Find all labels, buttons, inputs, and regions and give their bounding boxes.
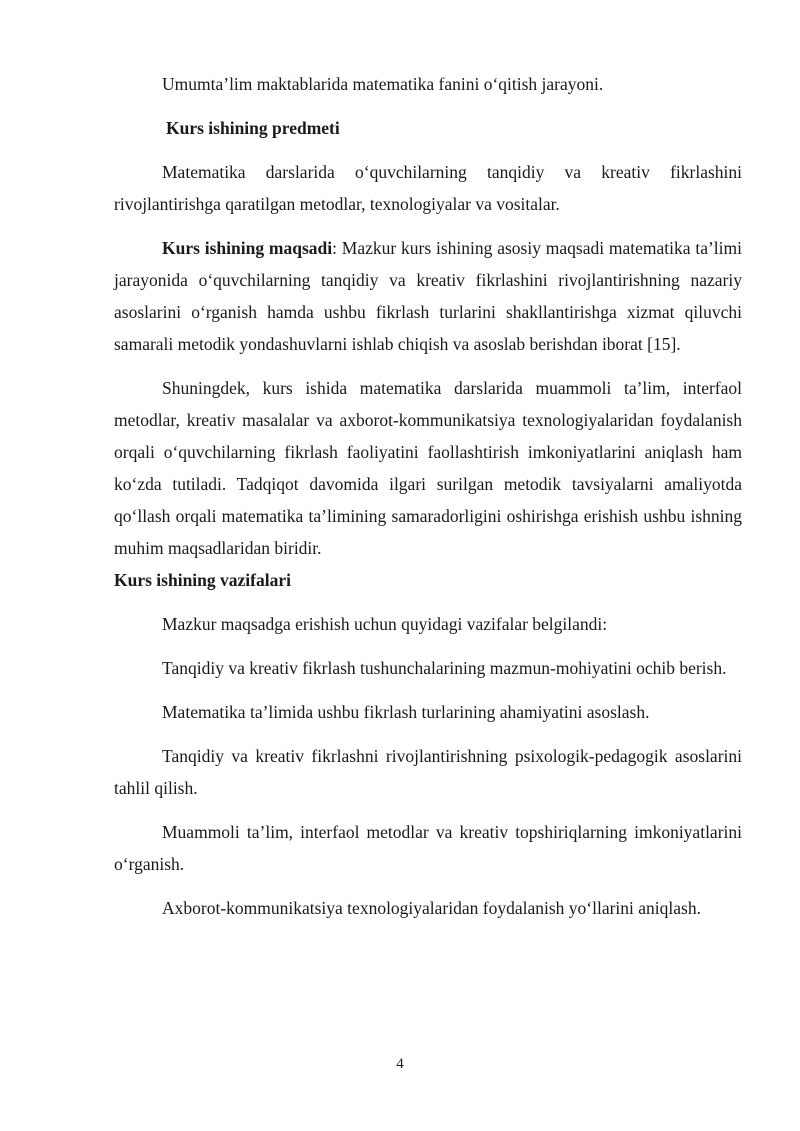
task-item: Matematika ta’limida ushbu fikrlash turlarining ahamiyatini asoslash. (162, 702, 650, 722)
page-number: 4 (396, 1056, 404, 1072)
subject-heading: Kurs ishining predmeti (166, 118, 340, 138)
document-body (114, 68, 742, 924)
task-item: Tanqidiy va kreativ fikrlash tushunchalarining mazmun-mohiyatini ochib berish. (162, 658, 727, 678)
tasks-intro: Mazkur maqsadga erishish uchun quyidagi vazifalar belgilandi: (162, 614, 608, 634)
task-item: Axborot-kommunikatsiya texnologiyalaridan foydalanish yo‘llarini aniqlash. (162, 898, 701, 918)
tasks-heading: Kurs ishining vazifalari (114, 570, 291, 590)
also-paragraph: Shuningdek, kurs ishida matematika darslarida muammoli ta’lim, interfaol metodlar, kreativ masalalar va axborot-kommunikatsiya texnologiyalaridan foydalanish orqali o‘quvchilarning fikrlash faoliyatini faollashtirish imkoniyatlarini aniqlash ham ko‘zda tutiladi. Tadqiqot davomida ilgari surilgan metodik tavsiyalarni amaliyotda qo‘llash orqali matematika ta’limining samaradorligini oshirishga erishish ushbu ishning muhim maqsadlaridan biridir. (114, 378, 742, 558)
subject-paragraph: Matematika darslarida o‘quvchilarning tanqidiy va kreativ fikrlashini rivojlantirishga qaratilgan metodlar, texnologiyalar va vositalar. (114, 162, 742, 214)
task-item: Tanqidiy va kreativ fikrlashni rivojlantirishning psixologik-pedagogik asoslarini tahlil qilish. (114, 746, 742, 798)
goal-paragraph (114, 232, 742, 360)
task-item: Muammoli ta’lim, interfaol metodlar va kreativ topshiriqlarning imkoniyatlarini o‘rganish. (114, 822, 742, 874)
goal-label: Kurs ishining maqsadi (162, 238, 333, 258)
goal-text: : Mazkur kurs ishining asosiy maqsadi matematika ta’limi jarayonida o‘quvchilarning tanqidiy va kreativ fikrlashini rivojlantirishning nazariy asoslarini o‘rganish hamda ushbu fikrlash turlarini shakllantirishga xizmat qiluvchi samarali metodik yondashuvlarni ishlab chiqish va asoslab berishdan iborat [15]. (114, 238, 742, 354)
object-paragraph: Umumta’lim maktablarida matematika fanini o‘qitish jarayoni. (162, 74, 604, 94)
